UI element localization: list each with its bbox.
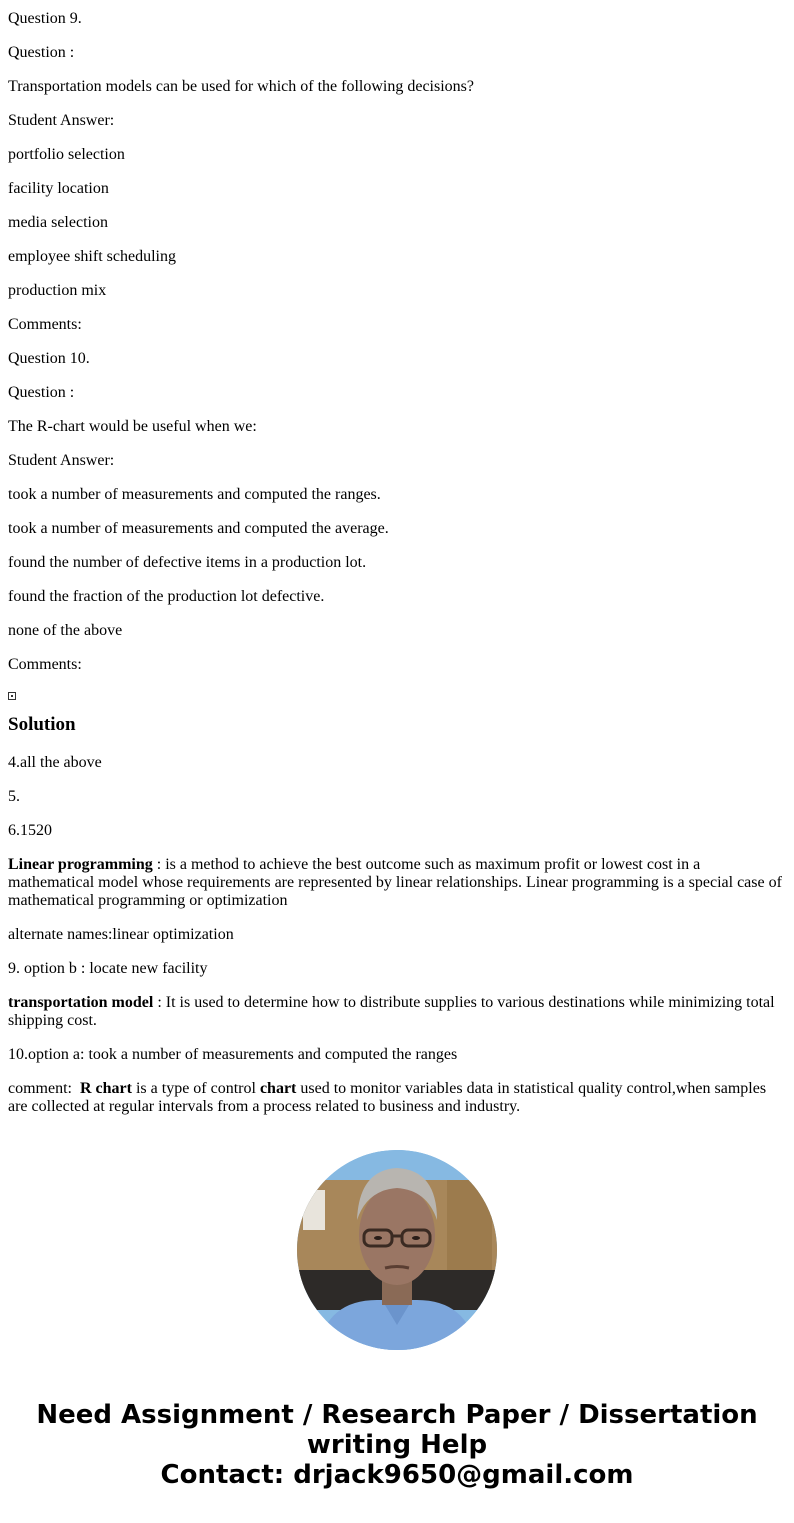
banner-line-2: writing Help — [306, 1430, 488, 1460]
comments-label: Comments: — [8, 656, 82, 673]
answer-option: employee shift scheduling — [8, 248, 176, 265]
question-10-section — [8, 350, 786, 674]
definition-text: : It is used to determine how to distribute supplies to various destinations while minimizing total shipping cost. — [8, 994, 775, 1029]
question-label: Question : — [8, 384, 75, 401]
comment-text: used to monitor variables data in statistical quality control,when samples are collected at regular intervals from a process related to business and industry. — [8, 1080, 767, 1115]
author-avatar-container — [8, 1150, 786, 1350]
solution-heading: Solution — [8, 714, 76, 735]
question-number: Question 9. — [8, 10, 82, 27]
solution-answer-10: 10.option a: took a number of measurements and computed the ranges — [8, 1046, 458, 1063]
answer-option: production mix — [8, 282, 107, 299]
term-chart: chart — [259, 1080, 297, 1097]
answer-option: facility location — [8, 180, 109, 197]
solution-section — [8, 714, 786, 1116]
contact-email: Contact: drjack9650@gmail.com — [160, 1460, 634, 1490]
question-number: Question 10. — [8, 350, 90, 367]
comment-text: is a type of control — [131, 1080, 260, 1097]
definition-text: : is a method to achieve the best outcome such as maximum profit or lowest cost in a mathematical model whose requirements are represented by linear relationships. Linear programming is a special case of mathematical programming or optimization — [8, 856, 782, 909]
broken-image-placeholder — [8, 690, 786, 700]
r-chart-comment — [8, 1080, 786, 1116]
question-text: Transportation models can be used for which of the following decisions? — [8, 78, 474, 95]
alternate-names: alternate names:linear optimization — [8, 926, 234, 943]
solution-answer-9: 9. option b : locate new facility — [8, 960, 208, 977]
question-label: Question : — [8, 44, 75, 61]
banner-line-1: Need Assignment / Research Paper / Dissertation — [36, 1400, 758, 1430]
answer-option: portfolio selection — [8, 146, 125, 163]
question-9-section — [8, 0, 786, 334]
term-r-chart: R chart — [79, 1080, 132, 1097]
answer-option: found the number of defective items in a production lot. — [8, 554, 367, 571]
answer-option: took a number of measurements and computed the ranges. — [8, 486, 381, 503]
term-transportation-model: transportation model — [8, 994, 154, 1011]
answer-option: none of the above — [8, 622, 123, 639]
linear-programming-definition — [8, 856, 786, 910]
solution-answer-5: 5. — [8, 788, 20, 805]
student-answer-label: Student Answer: — [8, 452, 115, 469]
answer-option: took a number of measurements and computed the average. — [8, 520, 389, 537]
contact-banner — [8, 1400, 786, 1490]
author-avatar — [297, 1150, 497, 1350]
solution-answer-4: 4.all the above — [8, 754, 102, 771]
comments-label: Comments: — [8, 316, 82, 333]
answer-option: found the fraction of the production lot defective. — [8, 588, 325, 605]
answer-option: media selection — [8, 214, 108, 231]
term-linear-programming: Linear programming — [8, 856, 153, 873]
broken-image-icon — [8, 692, 16, 700]
question-text: The R-chart would be useful when we: — [8, 418, 257, 435]
student-answer-label: Student Answer: — [8, 112, 115, 129]
comment-prefix: comment: — [8, 1080, 80, 1097]
transportation-model-definition — [8, 994, 786, 1030]
solution-answer-6: 6.1520 — [8, 822, 52, 839]
person-portrait-icon — [297, 1150, 497, 1350]
